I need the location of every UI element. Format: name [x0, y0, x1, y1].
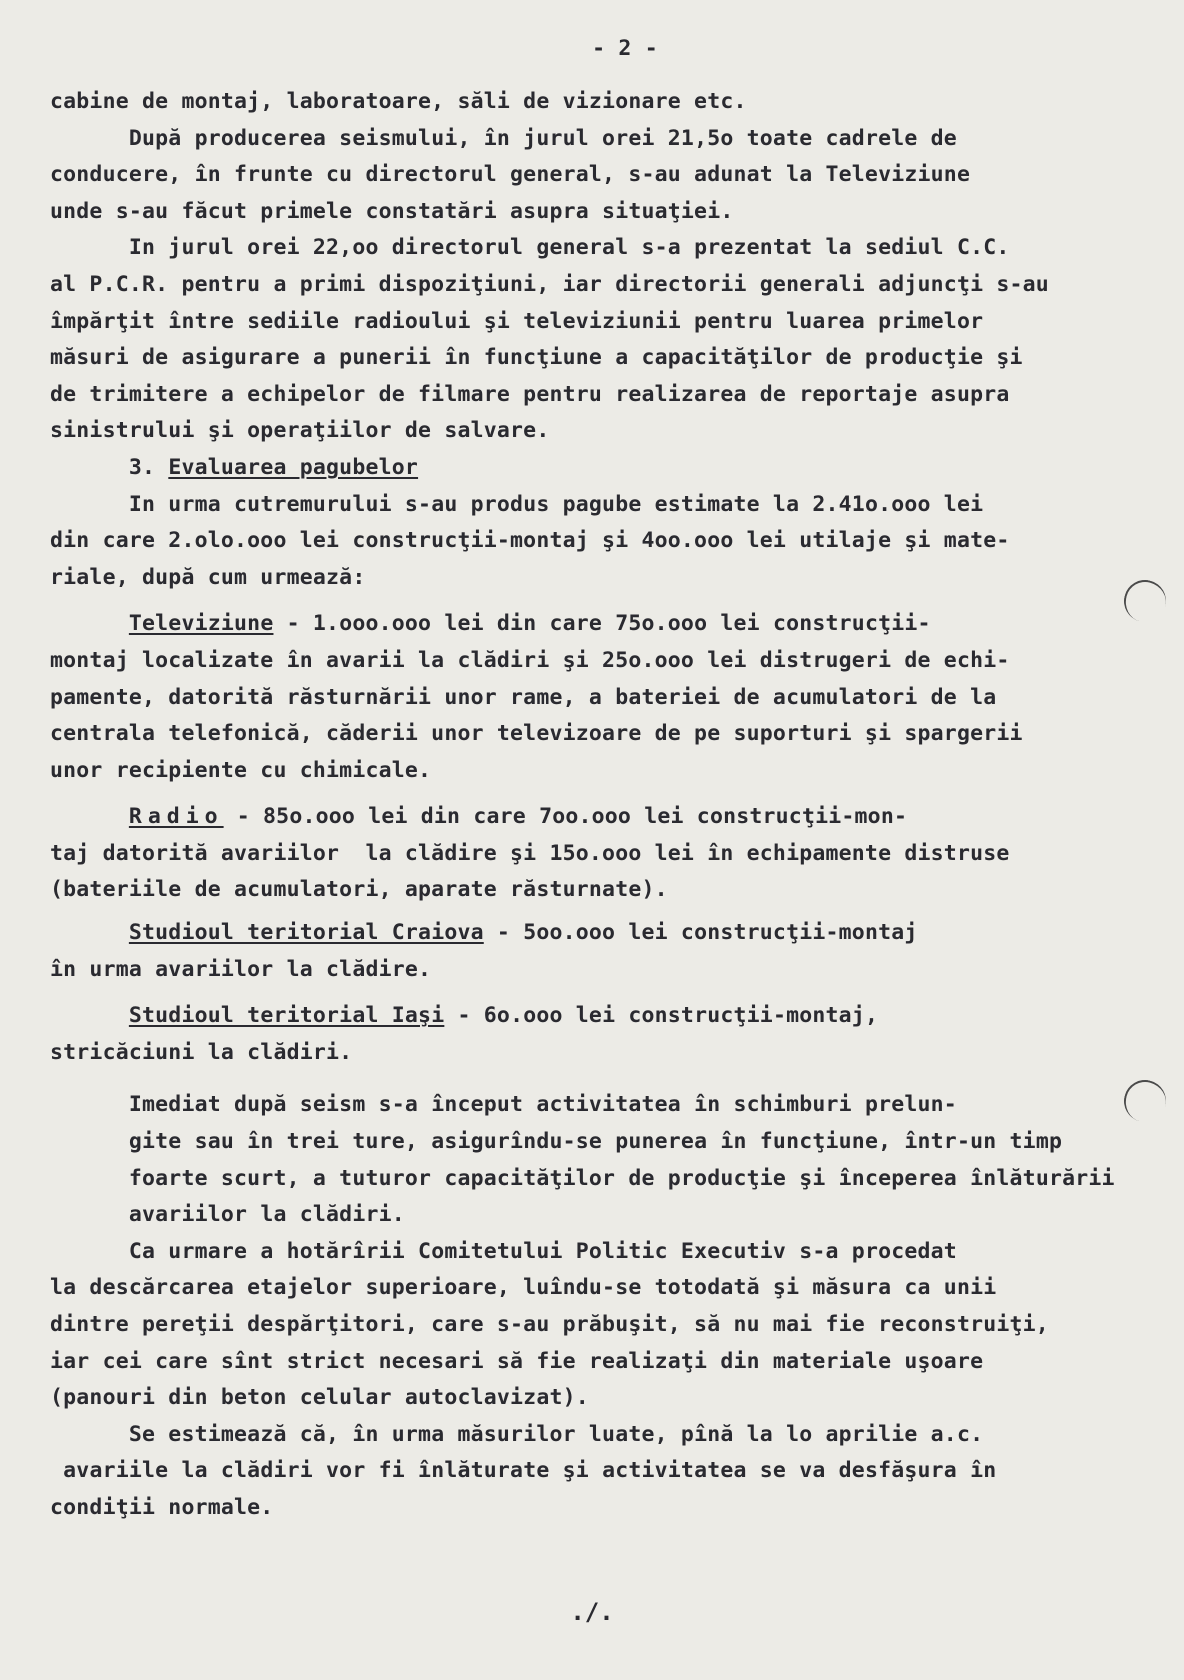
text-line: la descărcarea etajelor superioare, luîndu-se totodată şi măsura ca unii: [50, 1275, 997, 1301]
entry-text: - 6o.ooo lei construcţii-montaj,: [444, 1003, 879, 1029]
text-line: conducere, în frunte cu directorul general, s-au adunat la Televiziune: [50, 162, 971, 188]
entry-label: Studioul teritorial Craiova: [128, 920, 484, 946]
text-line: cabine de montaj, laboratoare, săli de vizionare etc.: [50, 89, 747, 114]
continuation-mark: ./.: [570, 1598, 614, 1626]
document-body: [50, 34, 1140, 1527]
text-line: în urma avariilor la clădire.: [50, 956, 432, 982]
entry-text: - 85o.ooo lei din care 7oo.ooo lei construcţii-mon-: [223, 804, 908, 830]
text-line: avariile la clădiri vor fi înlăturate şi activitatea se va desfăşura în: [50, 1458, 997, 1484]
text-line: dintre pereţii despărţitori, care s-au prăbuşit, să nu mai fie reconstruiţi,: [50, 1312, 1049, 1337]
closing-paragraphs: [50, 1087, 1140, 1526]
intro-paragraphs: [50, 84, 1140, 450]
text-line: stricăciuni la clădiri.: [50, 1039, 353, 1065]
text-line: riale, după cum urmează:: [50, 564, 366, 590]
damage-section: [50, 450, 1140, 1072]
text-line: montaj localizate în avarii la clădiri şi 25o.ooo lei distrugeri de echi-: [50, 647, 1010, 673]
text-line: măsuri de asigurare a punerii în funcţiune a capacităţilor de producţie şi: [50, 345, 1023, 371]
entry-label: Radio: [128, 804, 224, 830]
entry-craiova: [50, 915, 1140, 952]
text-line: După producerea seismului, în jurul orei 21,5o toate cadrele de: [50, 125, 957, 151]
text-line: In urma cutremurului s-au produs pagube estimate la 2.41o.ooo lei: [50, 491, 984, 517]
text-line: foarte scurt, a tuturor capacităţilor de producţie şi începerea înlăturării: [50, 1165, 1115, 1191]
entry-text: - 5oo.ooo lei construcţii-montaj: [483, 920, 918, 946]
text-line: al P.C.R. pentru a primi dispoziţiuni, iar directorii generali adjuncţi s-au: [50, 271, 1049, 297]
text-line: iar cei care sînt strict necesari să fie realizaţi din materiale uşoare: [50, 1348, 984, 1374]
section-number: 3.: [128, 454, 169, 480]
text-line: unor recipiente cu chimicale.: [50, 757, 432, 783]
text-line: (bateriile de acumulatori, aparate răsturnate).: [50, 877, 668, 903]
text-line: sinistrului şi operaţiilor de salvare.: [50, 418, 550, 444]
text-line: Imediat după seism s-a început activitatea în schimburi prelun-: [50, 1092, 957, 1118]
entry-iasi: [50, 998, 1140, 1035]
text-line: Se estimează că, în urma măsurilor luate, pînă la lo aprilie a.c.: [50, 1421, 984, 1447]
section-title: Evaluarea pagubelor: [168, 454, 419, 480]
text-line: centrala telefonică, căderii unor televizoare de pe suporturi şi spargerii: [50, 721, 1023, 747]
text-line: (panouri din beton celular autoclavizat).: [50, 1385, 589, 1411]
text-line: unde s-au făcut primele constatări asupra situaţiei.: [50, 198, 734, 224]
text-line: împărţit între sediile radioului şi televiziunii pentru luarea primelor: [50, 308, 984, 334]
text-line: In jurul orei 22,oo directorul general s-a prezentat la sediul C.C.: [50, 235, 1010, 261]
text-line: gite sau în trei ture, asigurîndu-se punerea în funcţiune, într-un timp: [50, 1129, 1063, 1155]
page-number: - 2 -: [592, 36, 658, 61]
entry-radio: [50, 799, 1140, 836]
text-line: avariilor la clădiri.: [50, 1202, 405, 1228]
entry-text: - 1.ooo.ooo lei din care 75o.ooo lei construcţii-: [273, 611, 931, 637]
text-line: din care 2.olo.ooo lei construcţii-montaj şi 4oo.ooo lei utilaje şi mate-: [50, 528, 1010, 554]
text-line: taj datorită avariilor la clădire şi 15o.ooo lei în echipamente distruse: [50, 840, 1010, 866]
entry-label: Televiziune: [128, 611, 274, 637]
text-line: pamente, datorită răsturnării unor rame, a bateriei de acumulatori de la: [50, 684, 997, 710]
text-line: condiţii normale.: [50, 1494, 274, 1520]
section-heading: [50, 450, 1140, 487]
entry-label: Studioul teritorial Iaşi: [128, 1003, 445, 1029]
text-line: de trimitere a echipelor de filmare pentru realizarea de reportaje asupra: [50, 381, 1010, 407]
text-line: Ca urmare a hotărîrii Comitetului Politic Executiv s-a procedat: [50, 1238, 957, 1264]
entry-televiziune: [50, 606, 1140, 643]
